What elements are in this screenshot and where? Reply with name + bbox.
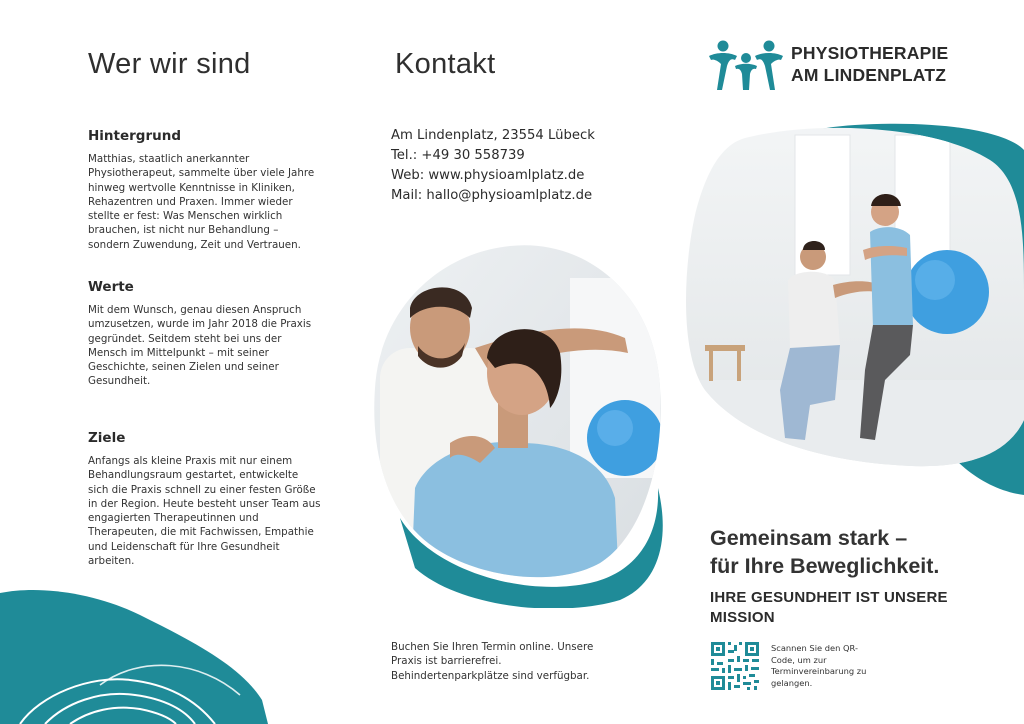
contact-phone[interactable]: Tel.: +49 30 558739 <box>391 148 525 163</box>
text-line: Terminvereinbarung zu <box>771 666 867 676</box>
contact-address: Am Lindenplatz, 23554 Lübeck <box>391 128 595 143</box>
text-line: umzusetzen, wurde im Jahr 2018 die Praxis <box>88 318 312 331</box>
info-text <box>391 640 631 683</box>
panel-title: Wer wir sind <box>88 48 251 80</box>
treatment-photo <box>370 238 670 608</box>
mission-line: MISSION <box>710 609 775 626</box>
logo-figures-icon <box>707 38 785 96</box>
text-line: Rehazentren und Praxen. Immer wieder <box>88 195 293 208</box>
panel-cover <box>685 0 1024 724</box>
text-line: engagierten Therapeutinnen und <box>88 512 259 525</box>
panel-wer-wir-sind <box>0 0 355 724</box>
text-line: Buchen Sie Ihren Termin online. Unsere <box>391 641 594 653</box>
cover-headline <box>710 524 939 580</box>
text-line: Mensch im Mittelpunkt – mit seiner <box>88 346 269 359</box>
text-line: sondern Zuwendung, Zeit und Vertrauen. <box>88 238 301 251</box>
text-line: Anfangs als kleine Praxis mit nur einem <box>88 455 293 467</box>
headline-line: Gemeinsam stark – <box>710 526 908 550</box>
text-line: arbeiten. <box>88 555 135 568</box>
mission-line: IHRE GESUNDHEIT IST UNSERE <box>710 589 948 606</box>
panel-kontakt <box>355 0 685 724</box>
logo-line: PHYSIOTHERAPIE <box>791 43 949 63</box>
text-line: Therapeuten, die mit Fachwissen, Empathie <box>88 526 314 539</box>
text-line: Scannen Sie den QR- <box>771 643 858 653</box>
text-line: Gesundheit. <box>88 375 151 388</box>
logo-line: AM LINDENPLATZ <box>791 65 947 85</box>
text-line: Geschichte, seinen Zielen und seiner <box>88 361 279 374</box>
qr-code-icon[interactable] <box>711 642 759 690</box>
exercise-photo <box>685 120 1024 500</box>
text-line: und Leidenschaft für Ihre Gesundheit <box>88 540 280 553</box>
section-heading-werte: Werte <box>88 279 134 295</box>
section-heading-hintergrund: Hintergrund <box>88 128 182 144</box>
contact-mail[interactable]: Mail: hallo@physioamlplatz.de <box>391 188 593 203</box>
text-line: Matthias, staatlich anerkannter <box>88 153 250 165</box>
headline-line: für Ihre Beweglichkeit. <box>710 554 940 578</box>
contact-web[interactable]: Web: www.physioamlplatz.de <box>391 168 585 183</box>
section-body-ziele <box>88 454 343 568</box>
logo-wordmark <box>791 42 948 86</box>
section-body-hintergrund <box>88 152 343 252</box>
text-line: gelangen. <box>771 677 813 688</box>
text-line: sich die Praxis schnell zu einer festen Größe <box>88 483 316 496</box>
text-line: stellte er fest: Was Menschen wirklich <box>88 210 283 223</box>
text-line: Behandlungsraum gestartet, entwickelte <box>88 469 299 482</box>
text-line: Physiotherapeut, sammelte über viele Jahre <box>88 167 315 180</box>
qr-instruction <box>771 643 911 689</box>
text-line: brauchen, ist nicht nur Behandlung – <box>88 224 279 237</box>
wave-blob-decoration <box>0 585 270 724</box>
text-line: Praxis ist barrierefrei. <box>391 655 502 668</box>
panel-title: Kontakt <box>395 48 496 80</box>
text-line: gegründet. Seitdem steht bei uns der <box>88 332 282 345</box>
contact-block <box>391 126 595 206</box>
text-line: Mit dem Wunsch, genau diesen Anspruch <box>88 304 302 316</box>
text-line: Code, um zur <box>771 654 827 665</box>
section-heading-ziele: Ziele <box>88 430 126 446</box>
text-line: hinweg wertvolle Kenntnisse in Kliniken, <box>88 181 295 194</box>
text-line: Behindertenparkplätze sind verfügbar. <box>391 669 590 682</box>
section-body-werte <box>88 303 343 389</box>
text-line: in der Region. Heute besteht unser Team aus <box>88 497 321 510</box>
mission-statement <box>710 588 948 628</box>
